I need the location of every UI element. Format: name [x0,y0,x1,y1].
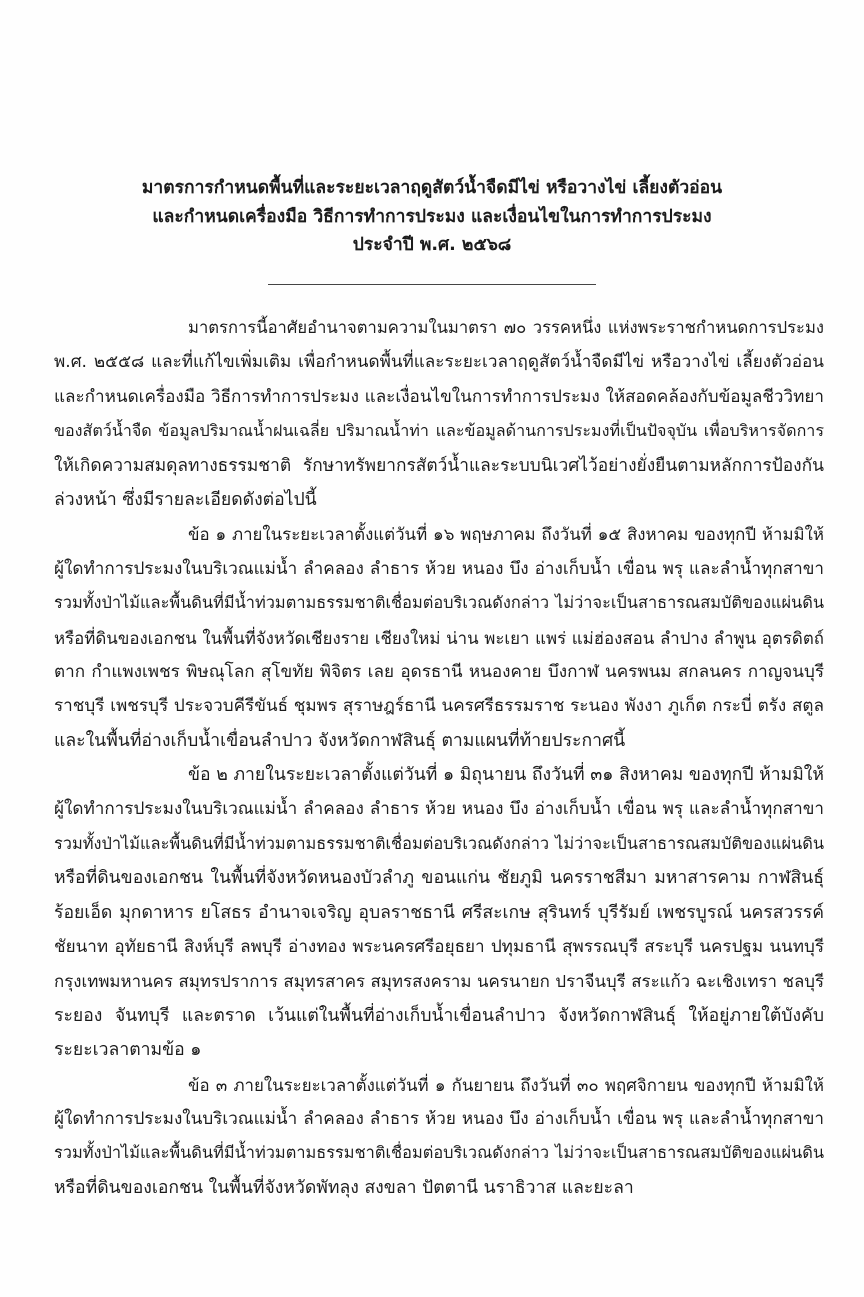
clause-3-line: หรือที่ดินของเอกชน ในพื้นที่จังหวัดพัทลุง สงขลา ปัตตานี นราธิวาส และยะลา [54,1177,634,1198]
title-line-3: ประจำปี พ.ศ. ๒๕๖๘ [352,235,512,255]
clause-1-line: และในพื้นที่อ่างเก็บน้ำเขื่อนลำปาว จังหวัดกาฬสินธุ์ ตามแผนที่ท้ายประกาศนี้ [54,730,626,751]
clause-3-line: ผู้ใดทำการประมงในบริเวณแม่น้ำ ลำคลอง ลำธาร ห้วย หนอง บึง อ่างเก็บน้ำ เขื่อน พรุ และลำน้ำทุกสาขา [54,1108,824,1129]
title-line-2: และกำหนดเครื่องมือ วิธีการทำการประมง และเงื่อนไขในการทำการประมง [152,206,712,227]
clause-1-line: ข้อ ๑ ภายในระยะเวลาตั้งแต่วันที่ ๑๖ พฤษภาคม ถึงวันที่ ๑๕ สิงหาคม ของทุกปี ห้ามมิให้ [188,524,824,545]
title-divider [268,284,596,285]
clause-2-line: ชัยนาท อุทัยธานี สิงห์บุรี ลพบุรี อ่างทอง พระนครศรีอยุธยา ปทุมธานี สุพรรณบุรี สระบุรี นครปฐม นนทบุรี [54,937,824,958]
clause-1-line: ผู้ใดทำการประมงในบริเวณแม่น้ำ ลำคลอง ลำธาร ห้วย หนอง บึง อ่างเก็บน้ำ เขื่อน พรุ และลำน้ำทุกสาขา [54,558,824,579]
preamble-line: มาตรการนี้อาศัยอำนาจตามความในมาตรา ๗๐ วรรคหนึ่ง แห่งพระราชกำหนดการประมง [188,318,824,337]
clause-3-line: ข้อ ๓ ภายในระยะเวลาตั้งแต่วันที่ ๑ กันยายน ถึงวันที่ ๓๐ พฤศจิกายน ของทุกปี ห้ามมิให้ [188,1074,824,1095]
clause-2-line: หรือที่ดินของเอกชน ในพื้นที่จังหวัดหนองบัวลำภู ขอนแก่น ชัยภูมิ นครราชสีมา มหาสารคาม กาฬสินธุ์ [54,868,824,889]
document-body [54,311,824,1205]
preamble-line: ของสัตว์น้ำจืด ข้อมูลปริมาณน้ำฝนเฉลี่ย ปริมาณน้ำท่า และข้อมูลด้านการประมงที่เป็นปัจจุบัน เพื่อบริหารจัดการ [54,421,824,441]
clause-2-line: ข้อ ๒ ภายในระยะเวลาตั้งแต่วันที่ ๑ มิถุนายน ถึงวันที่ ๓๑ สิงหาคม ของทุกปี ห้ามมิให้ [188,765,824,786]
preamble-line: ให้เกิดความสมดุลทางธรรมชาติ รักษาทรัพยากรสัตว์น้ำและระบบนิเวศไว้อย่างยั่งยืนตามหลักการป้องกัน [54,455,824,476]
clause-2-line: ระยะเวลาตามข้อ ๑ [54,1040,202,1061]
clause-1-line: ตาก กำแพงเพชร พิษณุโลก สุโขทัย พิจิตร เลย อุดรธานี หนองคาย บึงกาฬ นครพนม สกลนคร กาญจนบุรี [54,661,824,682]
title-line-1: มาตรการกำหนดพื้นที่และระยะเวลาฤดูสัตว์น้ำจืดมีไข่ หรือวางไข่ เลี้ยงตัวอ่อน [141,178,723,198]
document-title [60,174,804,260]
preamble-line: และกำหนดเครื่องมือ วิธีการทำการประมง และเงื่อนไขในการทำการประมง ให้สอดคล้องกับข้อมูลชีววิทยา [54,386,824,407]
clause-2-line: กรุงเทพมหานคร สมุทรปราการ สมุทรสาคร สมุทรสงคราม นครนายก ปราจีนบุรี สระแก้ว ฉะเชิงเทรา ชลบุรี [54,971,824,992]
clause-1-line: รวมทั้งป่าไม้และพื้นดินที่มีน้ำท่วมตามธรรมชาติเชื่อมต่อบริเวณดังกล่าว ไม่ว่าจะเป็นสาธารณสมบัติของแผ่นดิน [54,593,824,613]
clause-1-line: ราชบุรี เพชรบุรี ประจวบคีรีขันธ์ ชุมพร สุราษฎร์ธานี นครศรีธรรมราช ระนอง พังงา ภูเก็ต กระบี่ ตรัง สตูล [54,696,824,717]
clause-2-line: รวมทั้งป่าไม้และพื้นดินที่มีน้ำท่วมตามธรรมชาติเชื่อมต่อบริเวณดังกล่าว ไม่ว่าจะเป็นสาธารณสมบัติของแผ่นดิน [54,833,824,853]
clause-3-line: รวมทั้งป่าไม้และพื้นดินที่มีน้ำท่วมตามธรรมชาติเชื่อมต่อบริเวณดังกล่าว ไม่ว่าจะเป็นสาธารณสมบัติของแผ่นดิน [54,1143,824,1163]
clause-2-line: ผู้ใดทำการประมงในบริเวณแม่น้ำ ลำคลอง ลำธาร ห้วย หนอง บึง อ่างเก็บน้ำ เขื่อน พรุ และลำน้ำทุกสาขา [54,799,824,820]
preamble-line: พ.ศ. ๒๕๕๘ และที่แก้ไขเพิ่มเติม เพื่อกำหนดพื้นที่และระยะเวลาฤดูสัตว์น้ำจืดมีไข่ หรือวางไข่ เลี้ยงตัวอ่อน [54,352,824,373]
clause-2-line: ร้อยเอ็ด มุกดาหาร ยโสธร อำนาจเจริญ อุบลราชธานี ศรีสะเกษ สุรินทร์ บุรีรัมย์ เพชรบูรณ์ นครสวรรค์ [54,902,824,923]
clause-2-line: ระยอง จันทบุรี และตราด เว้นแต่ในพื้นที่อ่างเก็บน้ำเขื่อนลำปาว จังหวัดกาฬสินธุ์ ให้อยู่ภายใต้บังคับ [54,1005,824,1026]
clause-1-line: หรือที่ดินของเอกชน ในพื้นที่จังหวัดเชียงราย เชียงใหม่ น่าน พะเยา แพร่ แม่ฮ่องสอน ลำปาง ลำพูน อุตรดิตถ์ [54,627,824,648]
preamble-line: ล่วงหน้า ซึ่งมีรายละเอียดดังต่อไปนี้ [54,489,317,510]
